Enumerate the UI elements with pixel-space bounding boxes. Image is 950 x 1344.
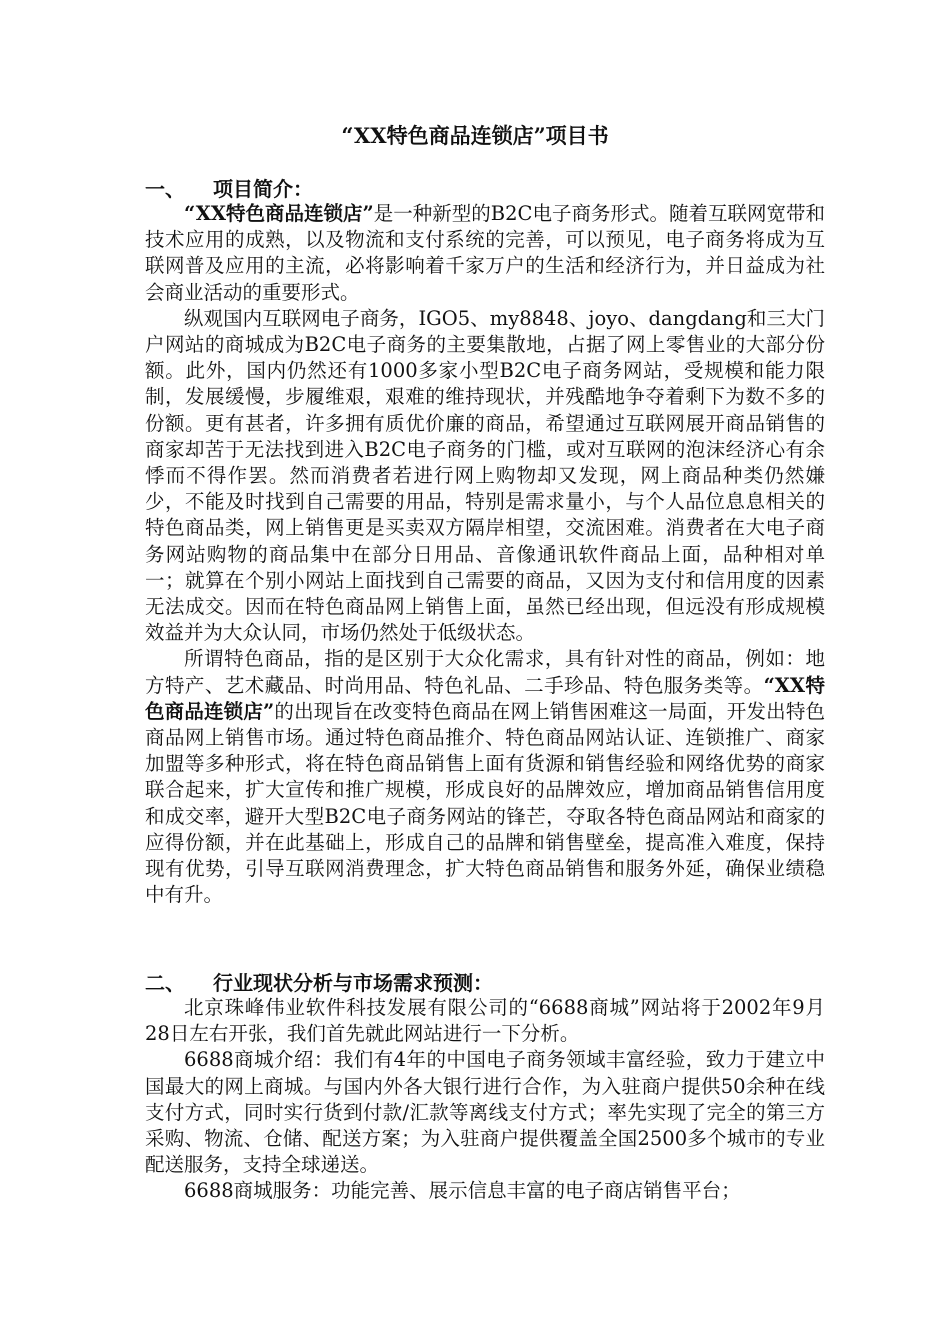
section-2-paragraph-2: 6688商城介绍：我们有4年的中国电子商务领域丰富经验，致力于建立中国最大的网上商城。与国内外各大银行进行合作，为入驻商户提供50余种在线支付方式，同时实行货到付款/汇款等离线支付方式；率先实现了完全的第三方采购、物流、仓储、配送方案；为入驻商户提供覆盖全国2500多个城市的专业配送服务，支持全球递送。 [145,1048,825,1177]
section-2-paragraph-1: 北京珠峰伟业软件科技发展有限公司的“6688商城”网站将于2002年9月28日左右开张，我们首先就此网站进行一下分析。 [145,996,825,1046]
section-1-heading [145,176,825,202]
project-name-bold: “XX特色商品连锁店” [145,673,825,723]
document-title: “XX特色商品连锁店”项目书 [341,123,609,148]
section-2-number: 二、 [145,971,185,995]
section-2-body [145,995,825,1205]
section-1-paragraph-3: 所谓特色商品，指的是区别于大众化需求，具有针对性的商品，例如：地方特产、艺术藏品、时尚用品、特色礼品、二手珍品、特色服务类等。“XX特色商品连锁店”的出现旨在改变特色商品在网上销售困难这一局面，开发出特色商品网上销售市场。通过特色商品推介、特色商品网站认证、连锁推广、商家加盟等多种形式，将在特色商品销售上面有货源和销售经验和网络优势的商家联合起来，扩大宣传和推广规模，形成良好的品牌效应，增加商品销售信用度和成交率，避开大型B2C电子商务网站的锋芒，夺取各特色商品网站和商家的应得份额，并在此基础上，形成自己的品牌和销售壁垒，提高准入难度，保持现有优势，引导互联网消费理念，扩大特色商品销售和服务外延，确保业绩稳中有升。 [145,647,825,907]
section-2-heading [145,970,825,996]
section-1-paragraph-1: “XX特色商品连锁店”是一种新型的B2C电子商务形式。随着互联网宽带和技术应用的成熟，以及物流和支付系统的完善，可以预见，电子商务将成为互联网普及应用的主流，必将影响着千家万户的生活和经济行为，并日益成为社会商业活动的重要形式。 [145,202,825,304]
section-1-paragraph-2: 纵观国内互联网电子商务，IGO5、my8848、joyo、dangdang和三大门户网站的商城成为B2C电子商务的主要集散地，占据了网上零售业的大部分份额。此外，国内仍然还有1000多家小型B2C电子商务网站，受规模和能力限制，发展缓慢，步履维艰，艰难的维持现状，并残酷地争夺着剩下为数不多的份额。更有甚者，许多拥有质优价廉的商品，希望通过互联网展开商品销售的商家却苦于无法找到进入B2C电子商务的门槛，或对互联网的泡沫经济心有余悸而不得作罢。然而消费者若进行网上购物却又发现，网上商品种类仍然嫌少，不能及时找到自己需要的用品，特别是需求量小，与个人品位息息相关的特色商品类，网上销售更是买卖双方隔岸相望，交流困难。消费者在大电子商务网站购物的商品集中在部分日用品、音像通讯软件商品上面，品种相对单一；就算在个别小网站上面找到自己需要的商品，又因为支付和信用度的因素无法成交。因而在特色商品网上销售上面，虽然已经出现，但远没有形成规模效益并为大众认同，市场仍然处于低级状态。 [145,306,825,645]
section-1-title: 项目简介： [213,177,313,201]
section-1-body [145,201,825,908]
section-1-number: 一、 [145,177,185,201]
section-2-paragraph-3: 6688商城服务：功能完善、展示信息丰富的电子商店销售平台； [184,1179,741,1203]
section-2-title: 行业现状分析与市场需求预测： [213,971,493,995]
project-name-bold: “XX特色商品连锁店” [184,202,374,225]
